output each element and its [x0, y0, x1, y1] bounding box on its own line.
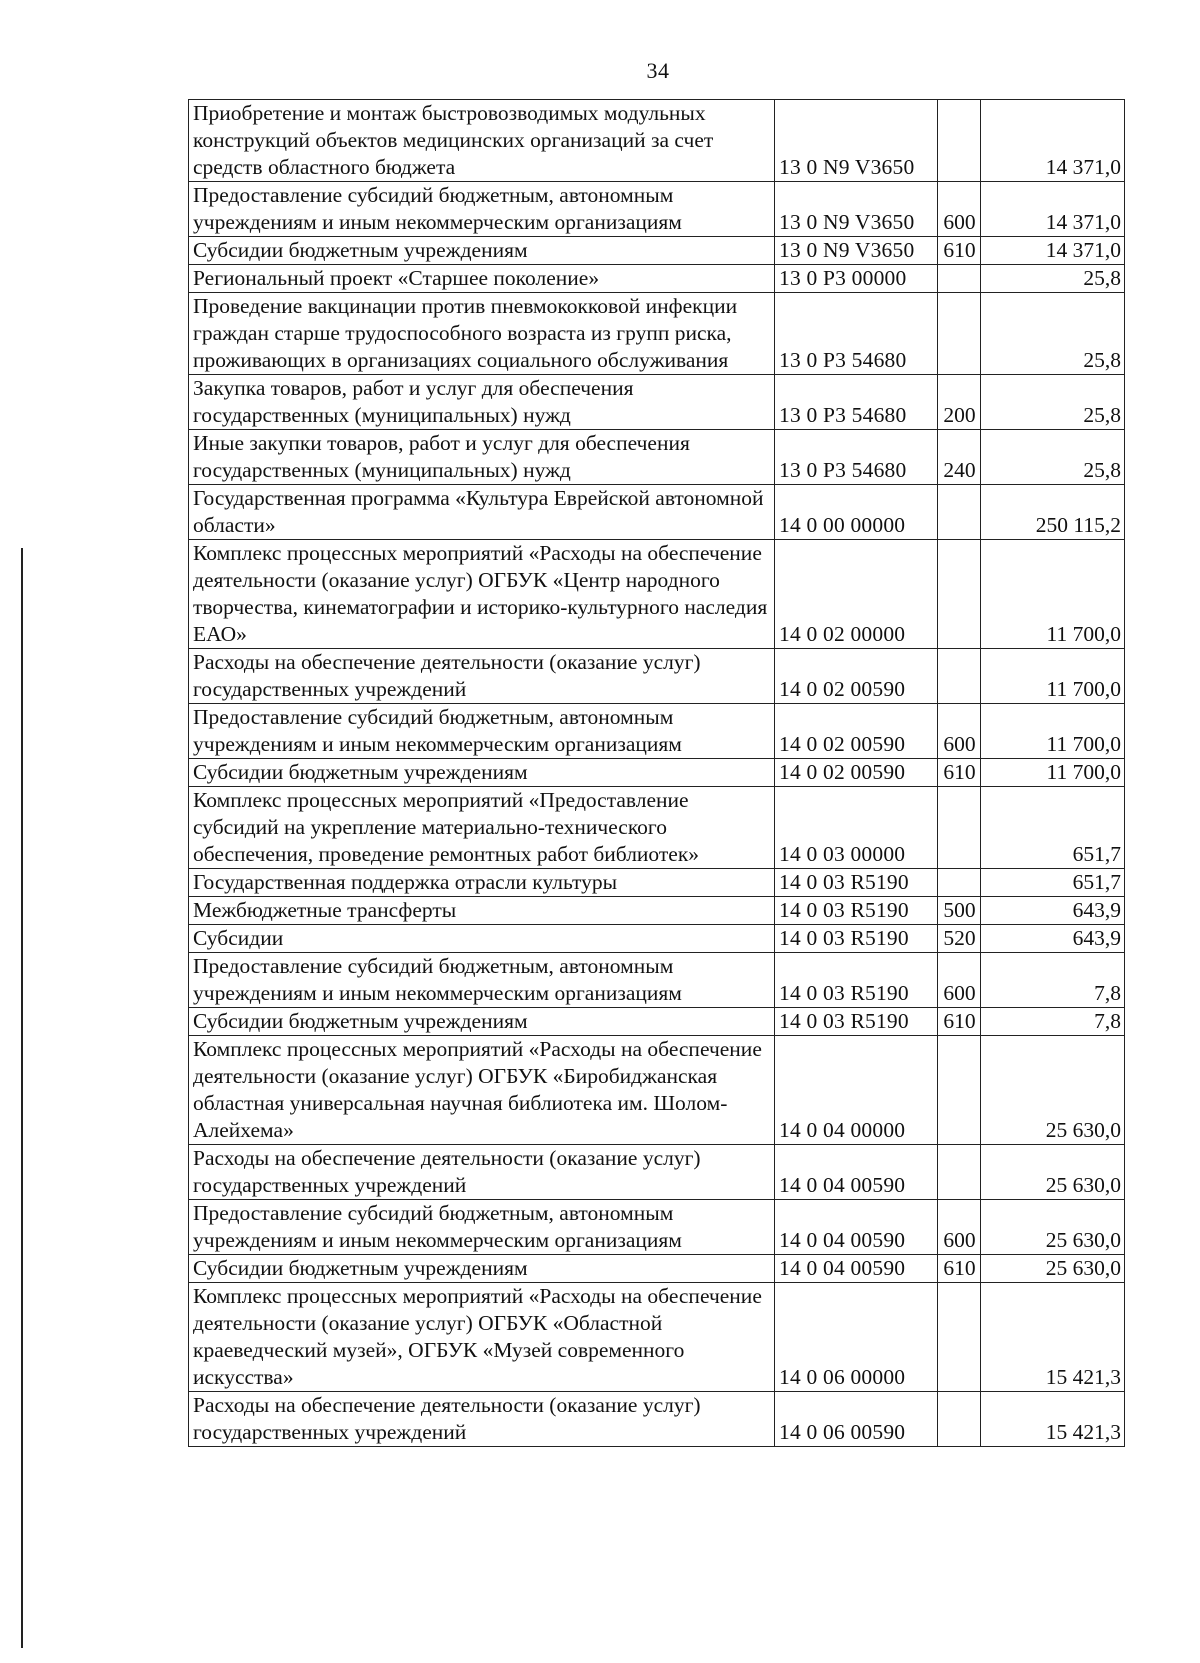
table-row: [189, 1392, 1125, 1447]
row-code-cell: 14 0 03 R5190: [775, 897, 938, 925]
row-code-cell: 14 0 03 R5190: [775, 925, 938, 953]
row-code-cell: 13 0 P3 54680: [775, 375, 938, 430]
table-row: [189, 1200, 1125, 1255]
table-row: [189, 182, 1125, 237]
row-expense-type-cell: [938, 485, 981, 540]
row-name-cell: Государственная поддержка отрасли культуры: [189, 869, 775, 897]
row-name-cell: Комплекс процессных мероприятий «Расходы на обеспечение деятельности (оказание услуг) ОГБУК «Областной краеведческий музей», ОГБУК «Музей современного искусства»: [189, 1283, 775, 1392]
row-amount-cell: 250 115,2: [981, 485, 1125, 540]
row-code-cell: 14 0 03 R5190: [775, 953, 938, 1008]
row-code-cell: 14 0 06 00000: [775, 1283, 938, 1392]
row-amount-cell: 11 700,0: [981, 759, 1125, 787]
row-code-cell: 13 0 N9 V3650: [775, 182, 938, 237]
budget-table-body: [189, 100, 1125, 1447]
row-name-cell: Иные закупки товаров, работ и услуг для обеспечения государственных (муниципальных) нужд: [189, 430, 775, 485]
row-code-cell: 13 0 P3 00000: [775, 265, 938, 293]
row-name-cell: Предоставление субсидий бюджетным, автономным учреждениям и иным некоммерческим организациям: [189, 182, 775, 237]
row-amount-cell: 14 371,0: [981, 182, 1125, 237]
row-code-cell: 14 0 02 00590: [775, 759, 938, 787]
row-code-cell: 14 0 04 00590: [775, 1200, 938, 1255]
row-expense-type-cell: [938, 293, 981, 375]
row-code-cell: 13 0 P3 54680: [775, 293, 938, 375]
row-name-cell: Закупка товаров, работ и услуг для обеспечения государственных (муниципальных) нужд: [189, 375, 775, 430]
row-code-cell: 14 0 03 00000: [775, 787, 938, 869]
row-code-cell: 14 0 03 R5190: [775, 869, 938, 897]
table-row: [189, 430, 1125, 485]
row-expense-type-cell: 600: [938, 953, 981, 1008]
row-name-cell: Субсидии бюджетным учреждениям: [189, 1255, 775, 1283]
row-expense-type-cell: 610: [938, 1255, 981, 1283]
row-amount-cell: 643,9: [981, 897, 1125, 925]
row-expense-type-cell: 200: [938, 375, 981, 430]
row-amount-cell: 15 421,3: [981, 1283, 1125, 1392]
table-row: [189, 897, 1125, 925]
row-amount-cell: 14 371,0: [981, 237, 1125, 265]
row-code-cell: 14 0 03 R5190: [775, 1008, 938, 1036]
row-code-cell: 14 0 02 00000: [775, 540, 938, 649]
page-number: 34: [646, 58, 670, 83]
row-name-cell: Приобретение и монтаж быстровозводимых модульных конструкций объектов медицинских организаций за счет средств областного бюджета: [189, 100, 775, 182]
table-row: [189, 1008, 1125, 1036]
row-code-cell: 14 0 00 00000: [775, 485, 938, 540]
row-name-cell: Межбюджетные трансферты: [189, 897, 775, 925]
row-amount-cell: 643,9: [981, 925, 1125, 953]
row-expense-type-cell: 500: [938, 897, 981, 925]
row-amount-cell: 11 700,0: [981, 540, 1125, 649]
table-row: [189, 540, 1125, 649]
row-amount-cell: 7,8: [981, 953, 1125, 1008]
row-expense-type-cell: [938, 265, 981, 293]
row-name-cell: Государственная программа «Культура Еврейской автономной области»: [189, 485, 775, 540]
row-name-cell: Расходы на обеспечение деятельности (оказание услуг) государственных учреждений: [189, 649, 775, 704]
row-amount-cell: 25 630,0: [981, 1200, 1125, 1255]
row-name-cell: Предоставление субсидий бюджетным, автономным учреждениям и иным некоммерческим организациям: [189, 704, 775, 759]
table-row: [189, 704, 1125, 759]
row-expense-type-cell: [938, 649, 981, 704]
table-row: [189, 869, 1125, 897]
row-name-cell: Расходы на обеспечение деятельности (оказание услуг) государственных учреждений: [189, 1145, 775, 1200]
row-name-cell: Проведение вакцинации против пневмококковой инфекции граждан старше трудоспособного возраста из групп риска, проживающих в организациях социального обслуживания: [189, 293, 775, 375]
table-row: [189, 375, 1125, 430]
table-row: [189, 953, 1125, 1008]
row-name-cell: Субсидии: [189, 925, 775, 953]
table-row: [189, 293, 1125, 375]
table-row: [189, 1145, 1125, 1200]
table-row: [189, 265, 1125, 293]
row-amount-cell: 7,8: [981, 1008, 1125, 1036]
row-amount-cell: 651,7: [981, 869, 1125, 897]
row-amount-cell: 25 630,0: [981, 1145, 1125, 1200]
row-name-cell: Расходы на обеспечение деятельности (оказание услуг) государственных учреждений: [189, 1392, 775, 1447]
row-code-cell: 14 0 04 00000: [775, 1036, 938, 1145]
row-expense-type-cell: 610: [938, 759, 981, 787]
row-name-cell: Субсидии бюджетным учреждениям: [189, 237, 775, 265]
row-code-cell: 14 0 04 00590: [775, 1145, 938, 1200]
table-row: [189, 787, 1125, 869]
row-name-cell: Комплекс процессных мероприятий «Предоставление субсидий на укрепление материально-технического обеспечения, проведение ремонтных работ библиотек»: [189, 787, 775, 869]
row-amount-cell: 15 421,3: [981, 1392, 1125, 1447]
row-amount-cell: 25,8: [981, 375, 1125, 430]
row-expense-type-cell: [938, 1283, 981, 1392]
row-expense-type-cell: 240: [938, 430, 981, 485]
row-expense-type-cell: 520: [938, 925, 981, 953]
row-code-cell: 13 0 N9 V3650: [775, 237, 938, 265]
row-expense-type-cell: 610: [938, 1008, 981, 1036]
table-row: [189, 759, 1125, 787]
table-row: [189, 649, 1125, 704]
row-name-cell: Предоставление субсидий бюджетным, автономным учреждениям и иным некоммерческим организациям: [189, 953, 775, 1008]
row-amount-cell: 25 630,0: [981, 1036, 1125, 1145]
row-name-cell: Субсидии бюджетным учреждениям: [189, 759, 775, 787]
row-amount-cell: 651,7: [981, 787, 1125, 869]
row-expense-type-cell: 600: [938, 182, 981, 237]
row-name-cell: Региональный проект «Старшее поколение»: [189, 265, 775, 293]
row-amount-cell: 11 700,0: [981, 704, 1125, 759]
row-code-cell: 14 0 04 00590: [775, 1255, 938, 1283]
row-amount-cell: 25,8: [981, 430, 1125, 485]
row-expense-type-cell: [938, 1145, 981, 1200]
row-name-cell: Субсидии бюджетным учреждениям: [189, 1008, 775, 1036]
row-code-cell: 14 0 02 00590: [775, 704, 938, 759]
row-expense-type-cell: 610: [938, 237, 981, 265]
table-row: [189, 925, 1125, 953]
row-expense-type-cell: [938, 869, 981, 897]
binding-edge-line: [21, 548, 23, 1648]
row-amount-cell: 25 630,0: [981, 1255, 1125, 1283]
row-amount-cell: 14 371,0: [981, 100, 1125, 182]
row-code-cell: 14 0 06 00590: [775, 1392, 938, 1447]
row-expense-type-cell: [938, 787, 981, 869]
row-expense-type-cell: [938, 1036, 981, 1145]
row-expense-type-cell: [938, 1392, 981, 1447]
row-code-cell: 13 0 N9 V3650: [775, 100, 938, 182]
row-code-cell: 14 0 02 00590: [775, 649, 938, 704]
table-row: [189, 100, 1125, 182]
table-row: [189, 1255, 1125, 1283]
table-row: [189, 485, 1125, 540]
row-name-cell: Предоставление субсидий бюджетным, автономным учреждениям и иным некоммерческим организациям: [189, 1200, 775, 1255]
row-amount-cell: 25,8: [981, 265, 1125, 293]
row-name-cell: Комплекс процессных мероприятий «Расходы на обеспечение деятельности (оказание услуг) ОГБУК «Биробиджанская областная универсальная научная библиотека им. Шолом-Алейхема»: [189, 1036, 775, 1145]
table-row: [189, 1283, 1125, 1392]
row-code-cell: 13 0 P3 54680: [775, 430, 938, 485]
table-row: [189, 237, 1125, 265]
table-row: [189, 1036, 1125, 1145]
row-expense-type-cell: 600: [938, 1200, 981, 1255]
row-amount-cell: 11 700,0: [981, 649, 1125, 704]
budget-table: [188, 99, 1125, 1447]
row-expense-type-cell: [938, 100, 981, 182]
row-expense-type-cell: [938, 540, 981, 649]
row-name-cell: Комплекс процессных мероприятий «Расходы на обеспечение деятельности (оказание услуг) ОГБУК «Центр народного творчества, кинематографии и историко-культурного наследия ЕАО»: [189, 540, 775, 649]
row-amount-cell: 25,8: [981, 293, 1125, 375]
row-expense-type-cell: 600: [938, 704, 981, 759]
